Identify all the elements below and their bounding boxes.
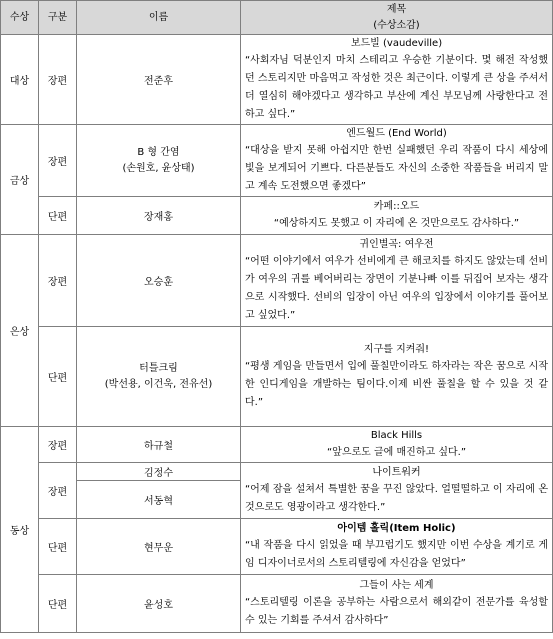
acceptance-quote: “스토리텔링 이론을 공부하는 사람으로서 해외같이 전문가를 육성할 수 있는 기회를 주셔서 감사하다” [245,596,548,626]
winner-name: 현무운 [77,519,241,575]
table-row [1,519,553,575]
work-cell [241,235,553,327]
award-grand: 대상 [1,35,39,125]
type-cell: 장편 [39,125,77,197]
acceptance-quote: “내 작품을 다시 읽었을 때 부끄럽기도 했지만 이번 수상을 계기로 게임 디자이너로서의 스토리텔링에 자신감을 얻었다” [245,539,548,569]
winner-name: 전준후 [77,35,241,125]
winner-name: 윤성호 [77,575,241,633]
acceptance-quote: “어떤 이야기에서 여우가 선비에게 큰 해코치를 하지도 않았는데 선비가 여우의 귀를 베어버리는 장면이 기분나빠 이를 뒤집어 보자는 생각으로 시작했다. 선비의 입장이 아닌 여우의 입장에서 이야기를 풀어보고 싶었다.” [245,255,548,321]
header-title-line2: (수상소감) [373,19,420,31]
winner-name: 오승훈 [77,235,241,327]
winner-name: 서동혁 [77,481,241,519]
work-title: 귀인별곡: 여우전 [359,238,434,250]
table-row [1,235,553,327]
work-cell [241,575,553,633]
work-cell [241,35,553,125]
table-row [1,427,553,463]
winner-name: 김정수 [77,463,241,481]
header-award: 수상 [1,1,39,35]
acceptance-quote: “대상을 받지 못해 아쉽지만 한번 실패했던 우리 작품이 다시 세상에 빛을 보게되어 기쁘다. 다른분들도 자신의 소중한 작품들을 버리지 말고 계속 도전했으면 좋겠다” [245,144,548,192]
type-cell: 단편 [39,519,77,575]
header-type: 구분 [39,1,77,35]
team-name: B 형 간염 [137,146,180,158]
work-cell [241,197,553,235]
type-cell: 장편 [39,35,77,125]
type-cell: 단편 [39,575,77,633]
work-title: 그들이 사는 세계 [359,579,434,591]
award-bronze: 동상 [1,427,39,633]
acceptance-quote: “앞으로도 글에 매진하고 싶다.” [327,446,466,458]
work-title: Black Hills [370,429,423,441]
table-row [1,327,553,427]
header-row [1,1,553,35]
work-title: 카페::오드 [373,200,420,212]
table-row [1,125,553,197]
winner-name: 하규철 [77,427,241,463]
winner-name: 장재홍 [77,197,241,235]
table-row [1,463,553,481]
type-cell: 단편 [39,327,77,427]
type-cell: 장편 [39,463,77,519]
work-cell [241,463,553,519]
team-members: (손원호, 윤상태) [122,162,195,174]
winner-name [77,327,241,427]
header-title [241,1,553,35]
award-silver: 은상 [1,235,39,427]
work-cell [241,519,553,575]
work-title: 지구를 지켜줘! [363,343,430,355]
table-row [1,575,553,633]
table-row [1,35,553,125]
acceptance-quote: “예상하지도 못했고 이 자리에 온 것만으로도 감사하다.” [273,217,520,229]
team-members: (박선용, 이건욱, 전유선) [104,378,213,390]
work-title: 보드빌 (vaudeville) [350,37,443,49]
winner-name [77,125,241,197]
acceptance-quote: “평생 게임을 만들면서 입에 풀칠만이라도 하자라는 작은 꿈으로 시작한 인디게임을 개발하는 팀이다.이제 비싼 풀칠을 할 수 있을 것 같다.” [245,360,548,408]
type-cell: 단편 [39,197,77,235]
acceptance-quote: “어제 잠을 설쳐서 특별한 꿈을 꾸진 않았다. 얼떨떨하고 이 자리에 온 것으로도 영광이라고 생각한다.” [245,483,548,513]
work-title: 아이템 홀릭(Item Holic) [337,522,456,534]
header-name: 이름 [77,1,241,35]
type-cell: 장편 [39,427,77,463]
header-title-line1: 제목 [386,3,407,15]
team-name: 터틀크림 [139,362,178,374]
work-title: 엔드월드 (End World) [346,127,447,139]
type-cell: 장편 [39,235,77,327]
work-title: 나이트워커 [372,466,421,478]
work-cell [241,327,553,427]
acceptance-quote: “사회자님 덕분인지 마치 스테리고 우승한 기분이다. 몇 해전 작성했던 스토리지만 마음먹고 작성한 것은 최근이다. 이렇게 큰 상을 주셔서 더 열심히 해야겠다고 생각하고 부산에 계신 부모님께 사랑한다고 전하고 싶다.” [245,54,548,120]
table-row [1,197,553,235]
award-gold: 금상 [1,125,39,235]
work-cell [241,427,553,463]
work-cell [241,125,553,197]
